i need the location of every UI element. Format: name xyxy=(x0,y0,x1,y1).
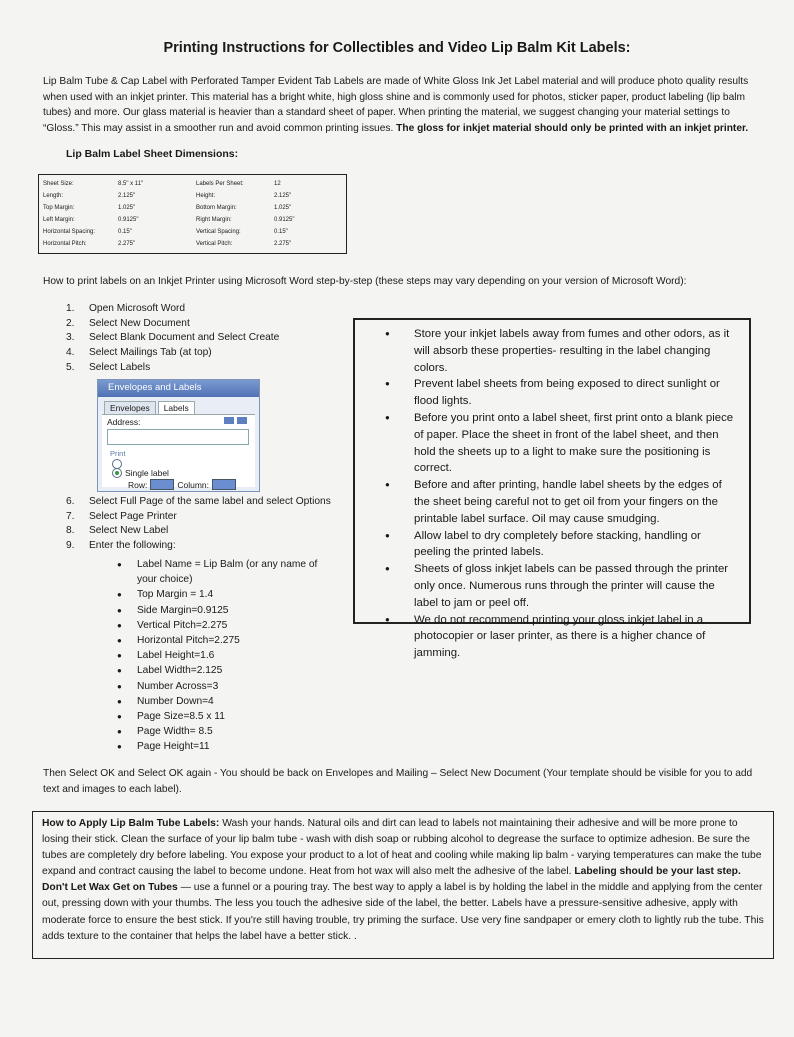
dimensions-cell: 1.025" xyxy=(274,205,292,211)
step-number: 1. xyxy=(66,303,75,314)
single-label-text: Single label xyxy=(125,468,169,478)
row-column-fields xyxy=(128,479,239,490)
step-number: 8. xyxy=(66,525,75,537)
tip-text: Prevent label sheets from being exposed to direct sunlight or flood lights. xyxy=(414,378,720,408)
dimensions-cell: 2.125" xyxy=(274,193,292,199)
step-number: 5. xyxy=(66,361,75,373)
dimensions-row xyxy=(43,214,342,226)
step-text: Select Mailings Tab (at top) xyxy=(89,347,212,359)
dimensions-cell: 1.025" xyxy=(118,205,136,211)
settings-item xyxy=(117,739,332,754)
bullet-icon: ● xyxy=(385,329,390,338)
step-item xyxy=(66,318,279,333)
dimensions-cell: 0.15" xyxy=(118,229,132,235)
settings-text: Label Height=1.6 xyxy=(137,650,215,662)
settings-item xyxy=(117,603,332,618)
bullet-icon: ● xyxy=(117,681,122,691)
bullet-icon: ● xyxy=(117,636,122,646)
step-number: 6. xyxy=(66,496,75,507)
settings-item xyxy=(117,709,332,724)
settings-list xyxy=(117,557,332,755)
settings-text: Page Width= 8.5 xyxy=(137,726,213,738)
dimensions-row xyxy=(43,190,342,202)
settings-item xyxy=(117,679,332,694)
tip-item xyxy=(385,528,739,562)
column-stepper xyxy=(212,479,236,490)
tips-box xyxy=(353,318,751,660)
tip-item xyxy=(385,612,739,662)
dimensions-row xyxy=(43,226,342,238)
bullet-icon: ● xyxy=(117,560,122,569)
settings-item xyxy=(117,648,332,663)
dimensions-row xyxy=(43,202,342,214)
dimensions-cell: 2.275" xyxy=(274,241,292,247)
tip-item xyxy=(385,477,739,527)
settings-text: Page Size=8.5 x 11 xyxy=(137,711,225,723)
settings-item xyxy=(117,663,332,678)
bullet-icon: ● xyxy=(385,564,390,574)
address-field xyxy=(107,429,249,445)
apply-bold-text: Labeling should be your last step. Don't Let Wax Get on Tubes xyxy=(42,866,741,894)
apply-instructions-box xyxy=(32,811,774,959)
settings-item xyxy=(117,557,332,587)
step-text: Select Full Page of the same label and select Options xyxy=(89,496,331,507)
settings-text: Vertical Pitch=2.275 xyxy=(137,619,228,631)
dimensions-cell: Horizontal Spacing: xyxy=(43,229,96,235)
dimensions-cell: Top Margin: xyxy=(43,205,75,211)
dialog-title: Envelopes and Labels xyxy=(98,380,259,397)
settings-text: Label Width=2.125 xyxy=(137,665,223,677)
step-text: Select Blank Document and Select Create xyxy=(89,332,280,344)
intro-paragraph xyxy=(43,74,755,136)
row-label: Row: xyxy=(128,479,148,490)
dimensions-cell: Height: xyxy=(196,193,216,199)
settings-text: Number Across=3 xyxy=(137,680,219,692)
settings-item xyxy=(117,587,332,602)
dimensions-table xyxy=(38,174,347,254)
settings-text: Number Down=4 xyxy=(137,695,214,707)
step-number: 2. xyxy=(66,317,75,329)
steps-list-a xyxy=(66,303,279,376)
intro-bold-text: The gloss for inkjet material should only be printed with an inkjet printer. xyxy=(396,122,749,134)
tip-text: Allow label to dry completely before stacking, handling or peeling the printed labels. xyxy=(414,529,701,559)
step-item xyxy=(66,347,279,362)
bullet-icon: ● xyxy=(117,712,122,722)
dimensions-heading: Lip Balm Label Sheet Dimensions: xyxy=(66,148,239,160)
tip-text: Sheets of gloss inkjet labels can be passed through the printer only once. Numerous runs through the printer will cause the label to jam or peel off. xyxy=(414,563,729,609)
bullet-icon: ● xyxy=(117,742,122,752)
apply-heading: How to Apply Lip Balm Tube Labels: xyxy=(42,818,220,829)
dimensions-cell: Labels Per Sheet: xyxy=(196,181,244,187)
settings-text: Label Name = Lip Balm (or any name of your choice) xyxy=(137,559,318,586)
bullet-icon: ● xyxy=(117,620,122,630)
step-item xyxy=(66,362,279,377)
settings-text: Top Margin = 1.4 xyxy=(137,589,214,601)
bullet-icon: ● xyxy=(117,727,122,737)
step-number: 3. xyxy=(66,332,75,344)
bullet-icon: ● xyxy=(117,696,122,706)
settings-item xyxy=(117,694,332,709)
dimensions-cell: Right Margin: xyxy=(196,217,232,223)
apply-text-2: — use a funnel or a pouring tray. The best way to apply a label is by holding the label in the middle and applying from the center out, pressing down with your thumbs. The less you touch the adhesive side of the label, the better. Labels have a pressure-sensitive adhesive, apply with moderate force to ensure the best stick. If you're still having trouble, try priming the surface. Use very fine sandpaper or emery cloth to lightly rub the tube. This adds texture to the container that helps the label have a better stick. . xyxy=(42,882,764,942)
step-text: Select New Document xyxy=(89,317,190,329)
step-item xyxy=(66,511,331,526)
row-stepper xyxy=(150,479,174,490)
tip-text: We do not recommend printing your gloss inkjet label in a photocopier or laser printer, as there is a higher chance of jamming. xyxy=(414,613,706,660)
bullet-icon: ● xyxy=(385,412,390,422)
dimensions-cell: 2.125" xyxy=(118,193,136,199)
step-number: 4. xyxy=(66,347,75,359)
bullet-icon: ● xyxy=(385,530,390,540)
tip-text: Before you print onto a label sheet, first print onto a blank piece of paper. Place the sheet in front of the label sheet, and then hold the sheets up to a light to make sure the positioning is correct. xyxy=(414,411,734,475)
tip-item xyxy=(385,410,739,477)
step-text: Select Labels xyxy=(89,361,151,373)
apply-text-1: Wash your hands. Natural oils and dirt can lead to labels not maintaining their adhesive and will be more prone to losing their stick. Clean the surface of your lip balm tube - wash with dish soap or rubbing alcohol to degrease the surface to optimize adhesion. Be sure the tubes are completely dry before labeling. You expose your product to a lot of heat and cooling while making lip balm - varying temperatures can make the tube expand and contract causing the label to become undone. Heat from hot wax will also melt the adhesive of the label. xyxy=(42,818,762,878)
step-item xyxy=(66,332,279,347)
tip-item xyxy=(385,326,739,376)
page-title: Printing Instructions for Collectibles and Video Lip Balm Kit Labels: xyxy=(163,40,631,56)
step-number: 7. xyxy=(66,510,75,522)
tip-text: Store your inkjet labels away from fumes and other odors, as it will absorb these properties- resulting in the label changing colors. xyxy=(414,328,730,374)
bullet-icon: ● xyxy=(117,666,122,676)
address-book-icon xyxy=(221,417,247,424)
dimensions-cell: 0.9125" xyxy=(118,217,139,223)
step-item xyxy=(66,540,331,555)
dimensions-cell: Sheet Size: xyxy=(43,181,74,187)
step-number: 9. xyxy=(66,540,75,552)
envelopes-labels-dialog xyxy=(97,379,260,492)
tip-item xyxy=(385,561,739,611)
step-text: Select New Label xyxy=(89,525,169,537)
then-paragraph: Then Select OK and Select OK again - You should be back on Envelopes and Mailing – Select New Document (Your template should be visible for you to add text and images to each label). xyxy=(43,768,753,795)
dimensions-cell: Bottom Margin: xyxy=(196,205,237,211)
dimensions-row xyxy=(43,178,342,190)
dimensions-cell: 12 xyxy=(274,181,281,187)
dimensions-cell: Left Margin: xyxy=(43,217,75,223)
bullet-icon: ● xyxy=(385,379,390,389)
howto-heading: How to print labels on an Inkjet Printer using Microsoft Word step-by-step (these steps may vary depending on your version of Microsoft Word): xyxy=(43,276,687,287)
settings-item xyxy=(117,724,332,739)
dimensions-cell: Vertical Pitch: xyxy=(196,241,233,247)
column-label: Column: xyxy=(177,479,210,490)
print-group-label: Print xyxy=(110,449,126,458)
settings-text: Page Height=11 xyxy=(137,741,210,753)
bullet-icon: ● xyxy=(385,614,390,624)
dimensions-cell: 8.5" x 11" xyxy=(118,181,144,187)
dimensions-cell: Horizontal Pitch: xyxy=(43,241,87,247)
intro-text: Lip Balm Tube & Cap Label with Perforated Tamper Evident Tab Labels are made of White Gloss Ink Jet Label material and will produce photo quality results when used with an inkjet printer. This material has a bright white, high gloss shine and is commonly used for photos, sticker paper, product labeling (lip balm tubes) and more. Our glass material is heavier than a standard sheet of paper. When printing the material, we suggest changing your material settings to “Gloss.” This may assist in a smoother run and avoid common printing issues. xyxy=(43,76,749,134)
step-item xyxy=(66,525,331,540)
step-item xyxy=(66,496,331,511)
bullet-icon: ● xyxy=(117,605,122,615)
dimensions-cell: Vertical Spacing: xyxy=(196,229,241,235)
dimensions-cell: Length: xyxy=(43,193,64,199)
settings-item xyxy=(117,618,332,633)
address-label: Address: xyxy=(107,417,141,427)
radio-selected-icon xyxy=(112,468,122,478)
bullet-icon: ● xyxy=(117,651,122,661)
tab-labels: Labels xyxy=(158,401,195,414)
tip-text: Before and after printing, handle label sheets by the edges of the sheet being careful not to get oil from your fingers on the printable label surface. Oil may cause smudging. xyxy=(414,479,722,525)
step-text: Open Microsoft Word xyxy=(89,303,186,314)
step-text: Select Page Printer xyxy=(89,510,177,522)
step-item xyxy=(66,303,279,318)
tip-item xyxy=(385,376,739,410)
settings-item xyxy=(117,633,332,648)
dimensions-cell: 0.9125" xyxy=(274,217,295,223)
step-text: Enter the following: xyxy=(89,540,176,552)
dimensions-cell: 0.15" xyxy=(274,229,288,235)
settings-text: Side Margin=0.9125 xyxy=(137,604,229,616)
single-label-option xyxy=(112,468,169,478)
tab-envelopes: Envelopes xyxy=(104,401,156,414)
bullet-icon: ● xyxy=(117,590,122,600)
dimensions-row xyxy=(43,238,342,250)
steps-list-b xyxy=(66,496,331,555)
settings-text: Horizontal Pitch=2.275 xyxy=(137,635,240,647)
dimensions-cell: 2.275" xyxy=(118,241,136,247)
bullet-icon: ● xyxy=(385,480,390,490)
